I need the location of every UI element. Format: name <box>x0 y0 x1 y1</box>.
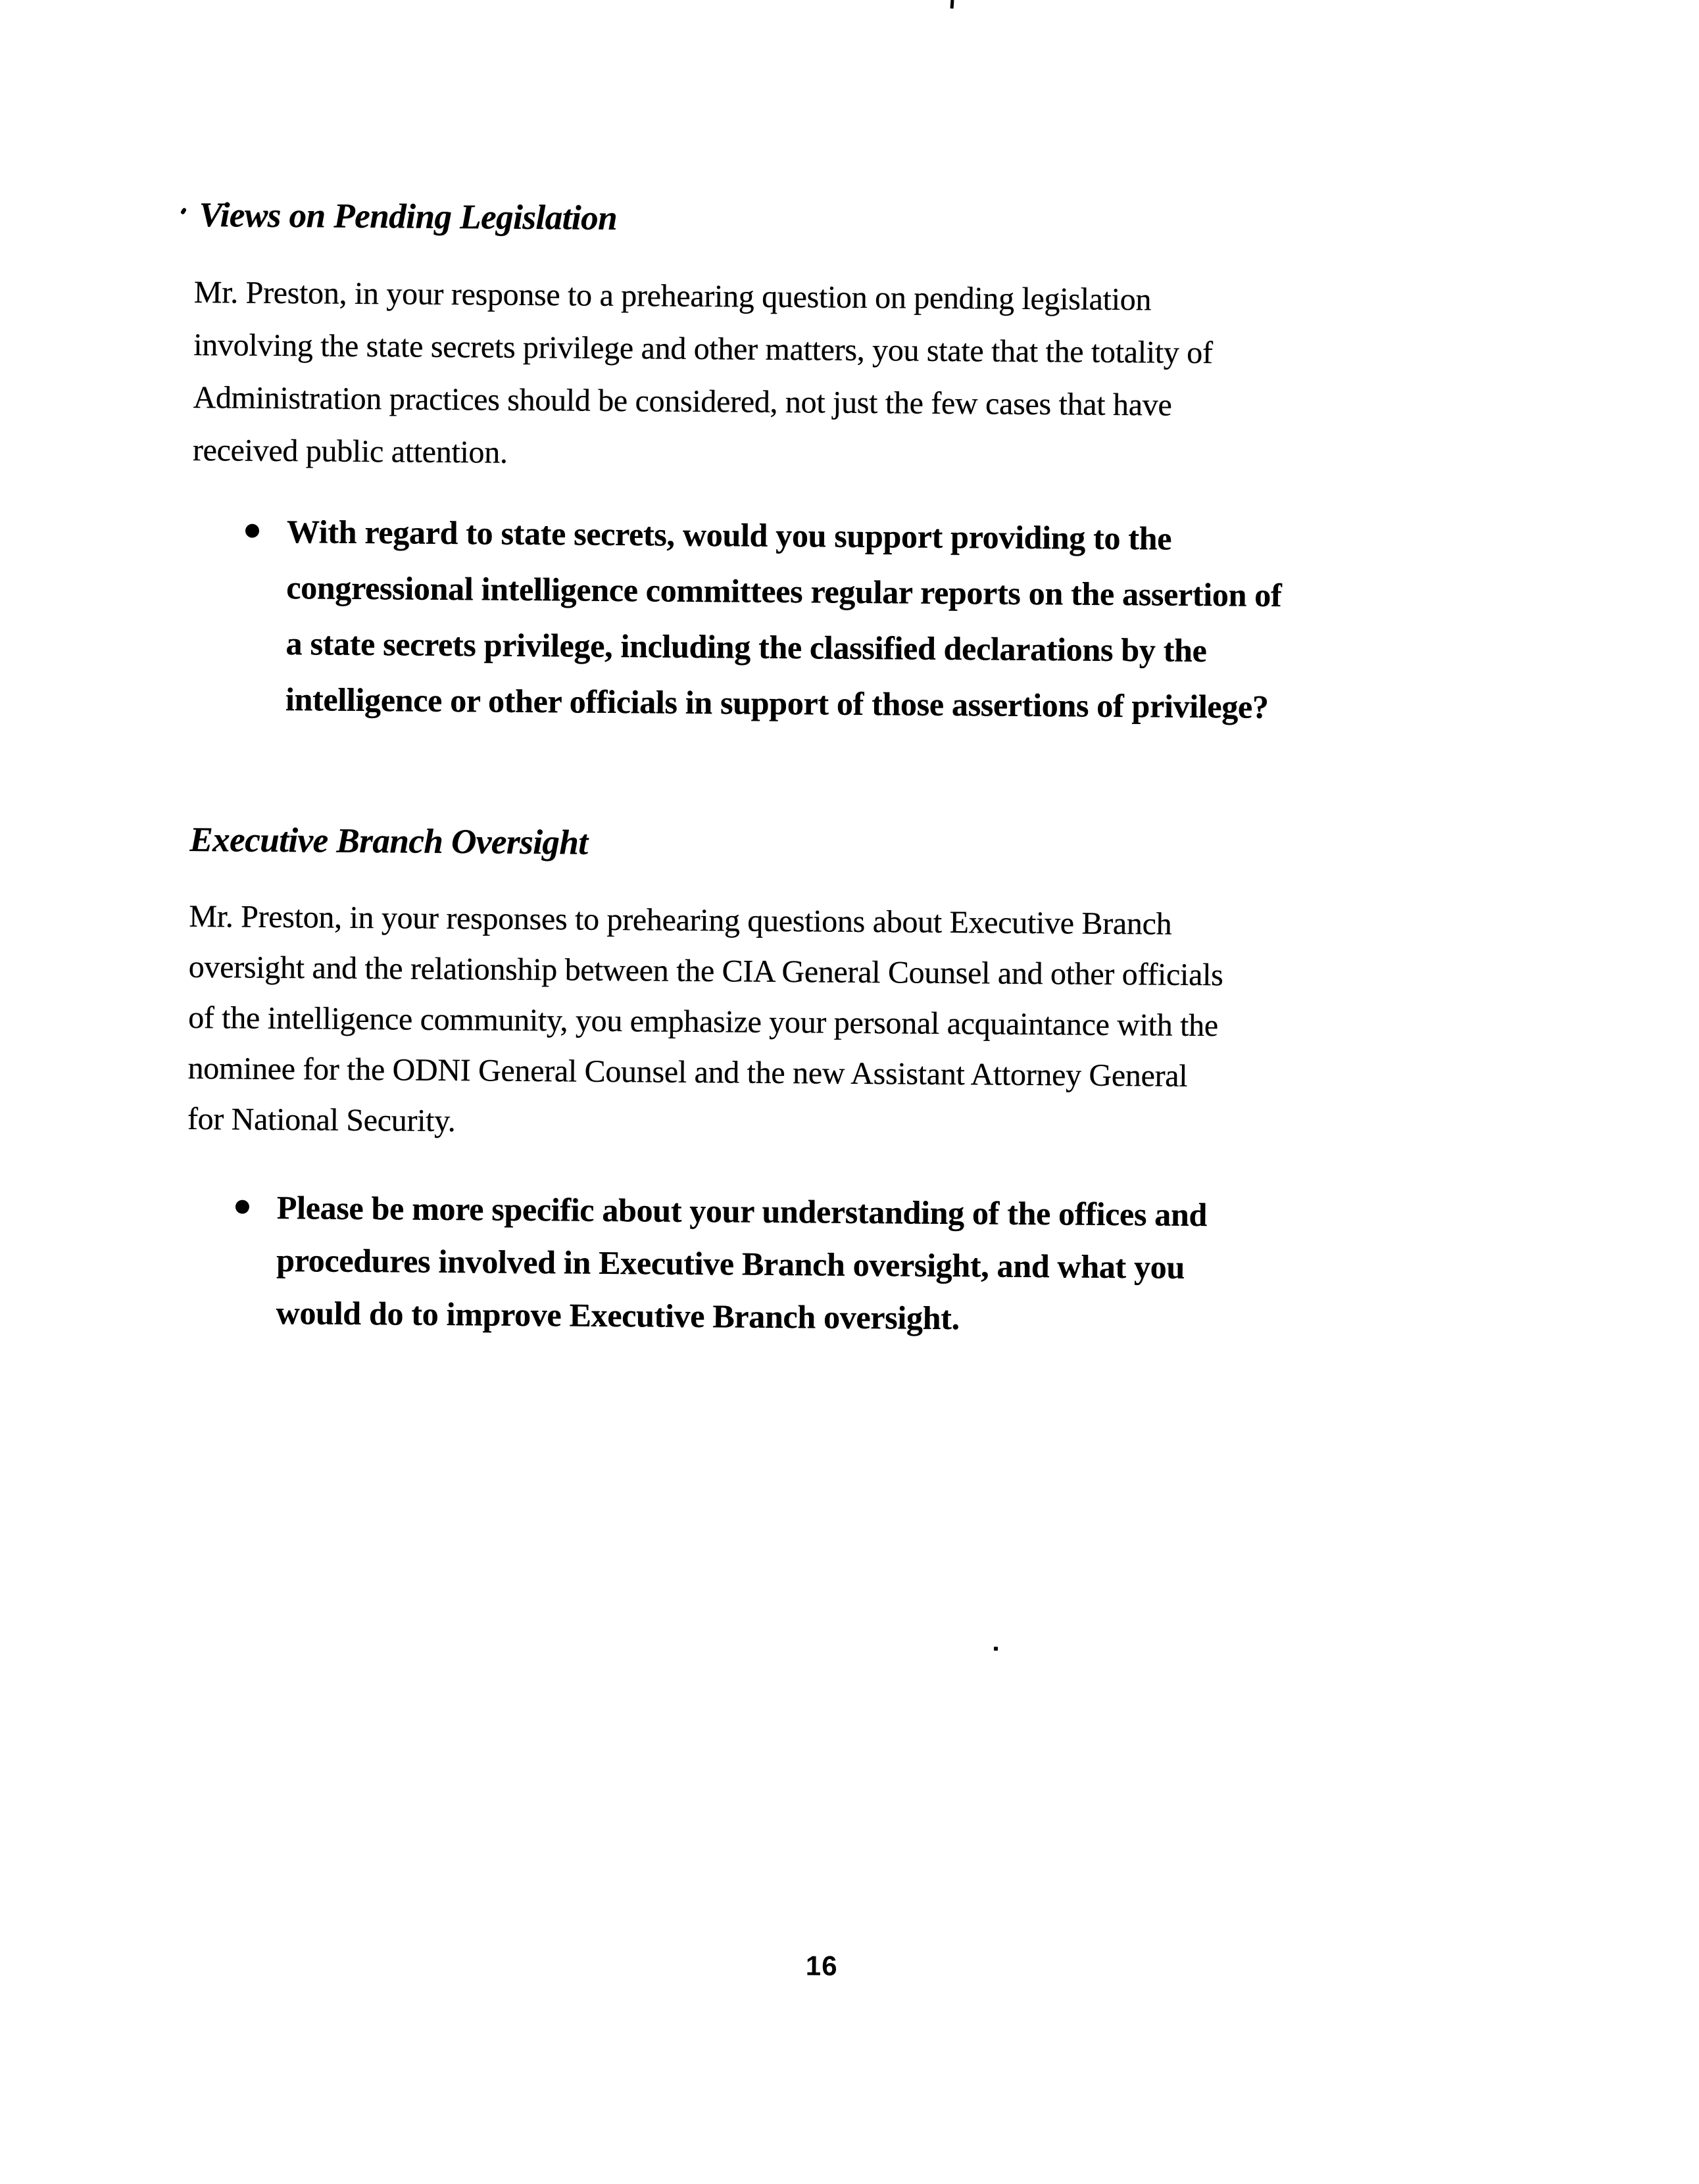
bullet-item-state-secrets <box>244 504 1537 737</box>
bullet-icon <box>245 524 259 538</box>
section-heading-executive-branch-oversight: Executive Branch Oversight <box>189 820 588 862</box>
bullet-text-state-secrets: With regard to state secrets, would you support providing to the congressional intelligence committees regular reports on the assertion of a state secrets privilege, including the classified declarations by the intelligence or other officials in support of those assertions of privilege? <box>285 513 1282 725</box>
section-heading-views-on-pending-legislation: Views on Pending Legislation <box>199 196 618 238</box>
bullet-item-oversight-offices <box>234 1181 1527 1349</box>
paragraph-pending-legislation: Mr. Preston, in your response to a prehearing question on pending legislation involving the state secrets privilege and other matters, you state that the totality of Administration practices should be considered, not just the few cases that have received public attention. <box>192 274 1213 470</box>
bullet-icon <box>235 1200 249 1214</box>
page-number: 16 <box>805 1950 838 1981</box>
bullet-text-oversight-offices: Please be more specific about your understanding of the offices and procedures involved in Executive Branch oversight, and what you would do to improve Executive Branch oversight. <box>276 1188 1208 1337</box>
paragraph-executive-branch-oversight: Mr. Preston, in your responses to prehearing questions about Executive Branch oversight and the relationship between the CIA General Counsel and other officials of the intelligence community, you emphasize your personal acquaintance with the nominee for the ODNI General Counsel and the new Assistant Attorney General for National Security. <box>187 898 1223 1139</box>
